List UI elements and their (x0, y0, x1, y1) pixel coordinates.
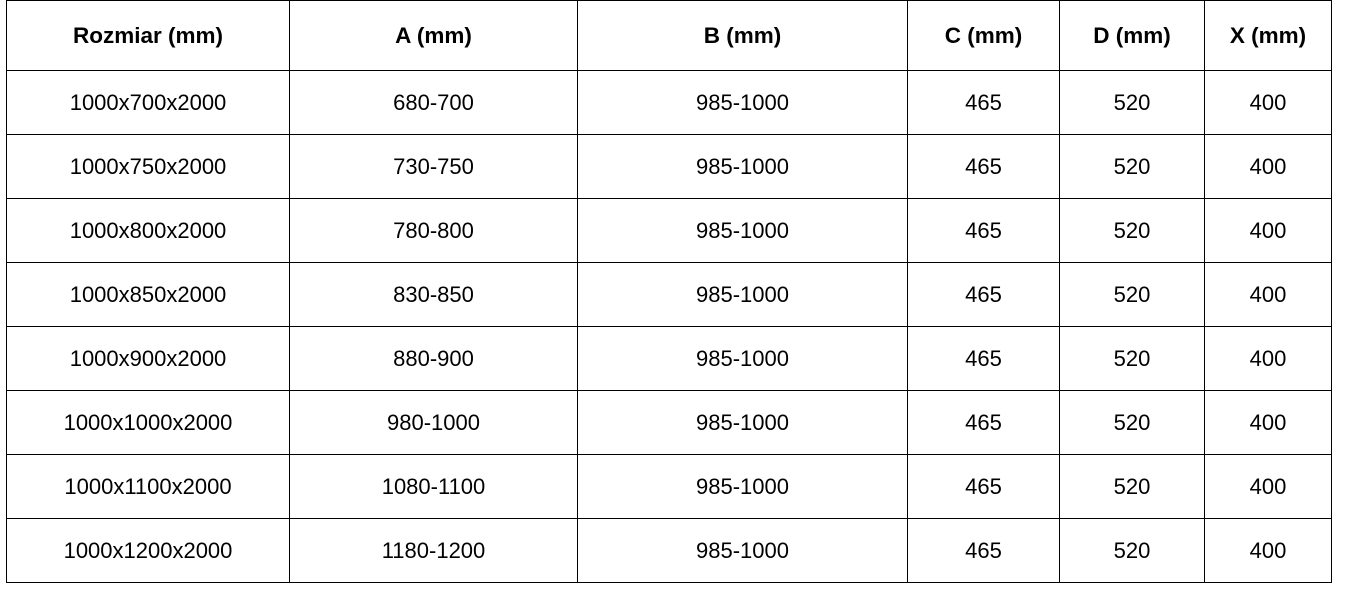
cell-b: 985-1000 (578, 135, 908, 199)
cell-rozmiar: 1000x750x2000 (7, 135, 290, 199)
table-row (7, 327, 1332, 391)
cell-rozmiar: 1000x1100x2000 (7, 455, 290, 519)
cell-x: 400 (1205, 327, 1332, 391)
cell-d: 520 (1060, 519, 1205, 583)
cell-d: 520 (1060, 71, 1205, 135)
cell-a: 980-1000 (290, 391, 578, 455)
cell-x: 400 (1205, 135, 1332, 199)
table-row (7, 519, 1332, 583)
cell-rozmiar: 1000x900x2000 (7, 327, 290, 391)
cell-a: 780-800 (290, 199, 578, 263)
cell-a: 1180-1200 (290, 519, 578, 583)
cell-c: 465 (908, 71, 1060, 135)
cell-x: 400 (1205, 519, 1332, 583)
cell-rozmiar: 1000x1000x2000 (7, 391, 290, 455)
cell-a: 680-700 (290, 71, 578, 135)
column-header-a: A (mm) (290, 1, 578, 71)
table-header-row (7, 1, 1332, 71)
cell-a: 880-900 (290, 327, 578, 391)
column-header-d: D (mm) (1060, 1, 1205, 71)
cell-x: 400 (1205, 455, 1332, 519)
cell-x: 400 (1205, 263, 1332, 327)
table-row (7, 263, 1332, 327)
cell-b: 985-1000 (578, 455, 908, 519)
cell-b: 985-1000 (578, 327, 908, 391)
cell-a: 1080-1100 (290, 455, 578, 519)
cell-a: 830-850 (290, 263, 578, 327)
cell-b: 985-1000 (578, 71, 908, 135)
cell-rozmiar: 1000x800x2000 (7, 199, 290, 263)
cell-rozmiar: 1000x700x2000 (7, 71, 290, 135)
size-table (6, 0, 1332, 583)
cell-x: 400 (1205, 71, 1332, 135)
cell-c: 465 (908, 455, 1060, 519)
table-row (7, 455, 1332, 519)
column-header-b: B (mm) (578, 1, 908, 71)
cell-d: 520 (1060, 263, 1205, 327)
column-header-rozmiar: Rozmiar (mm) (7, 1, 290, 71)
table-row (7, 391, 1332, 455)
cell-c: 465 (908, 199, 1060, 263)
cell-b: 985-1000 (578, 519, 908, 583)
cell-b: 985-1000 (578, 263, 908, 327)
column-header-x: X (mm) (1205, 1, 1332, 71)
cell-c: 465 (908, 391, 1060, 455)
cell-d: 520 (1060, 455, 1205, 519)
cell-c: 465 (908, 519, 1060, 583)
cell-d: 520 (1060, 199, 1205, 263)
table-row (7, 71, 1332, 135)
cell-c: 465 (908, 135, 1060, 199)
cell-a: 730-750 (290, 135, 578, 199)
cell-c: 465 (908, 327, 1060, 391)
cell-x: 400 (1205, 199, 1332, 263)
cell-x: 400 (1205, 391, 1332, 455)
cell-d: 520 (1060, 391, 1205, 455)
cell-b: 985-1000 (578, 391, 908, 455)
cell-d: 520 (1060, 327, 1205, 391)
table-row (7, 135, 1332, 199)
cell-c: 465 (908, 263, 1060, 327)
cell-d: 520 (1060, 135, 1205, 199)
cell-b: 985-1000 (578, 199, 908, 263)
column-header-c: C (mm) (908, 1, 1060, 71)
cell-rozmiar: 1000x850x2000 (7, 263, 290, 327)
cell-rozmiar: 1000x1200x2000 (7, 519, 290, 583)
table-row (7, 199, 1332, 263)
